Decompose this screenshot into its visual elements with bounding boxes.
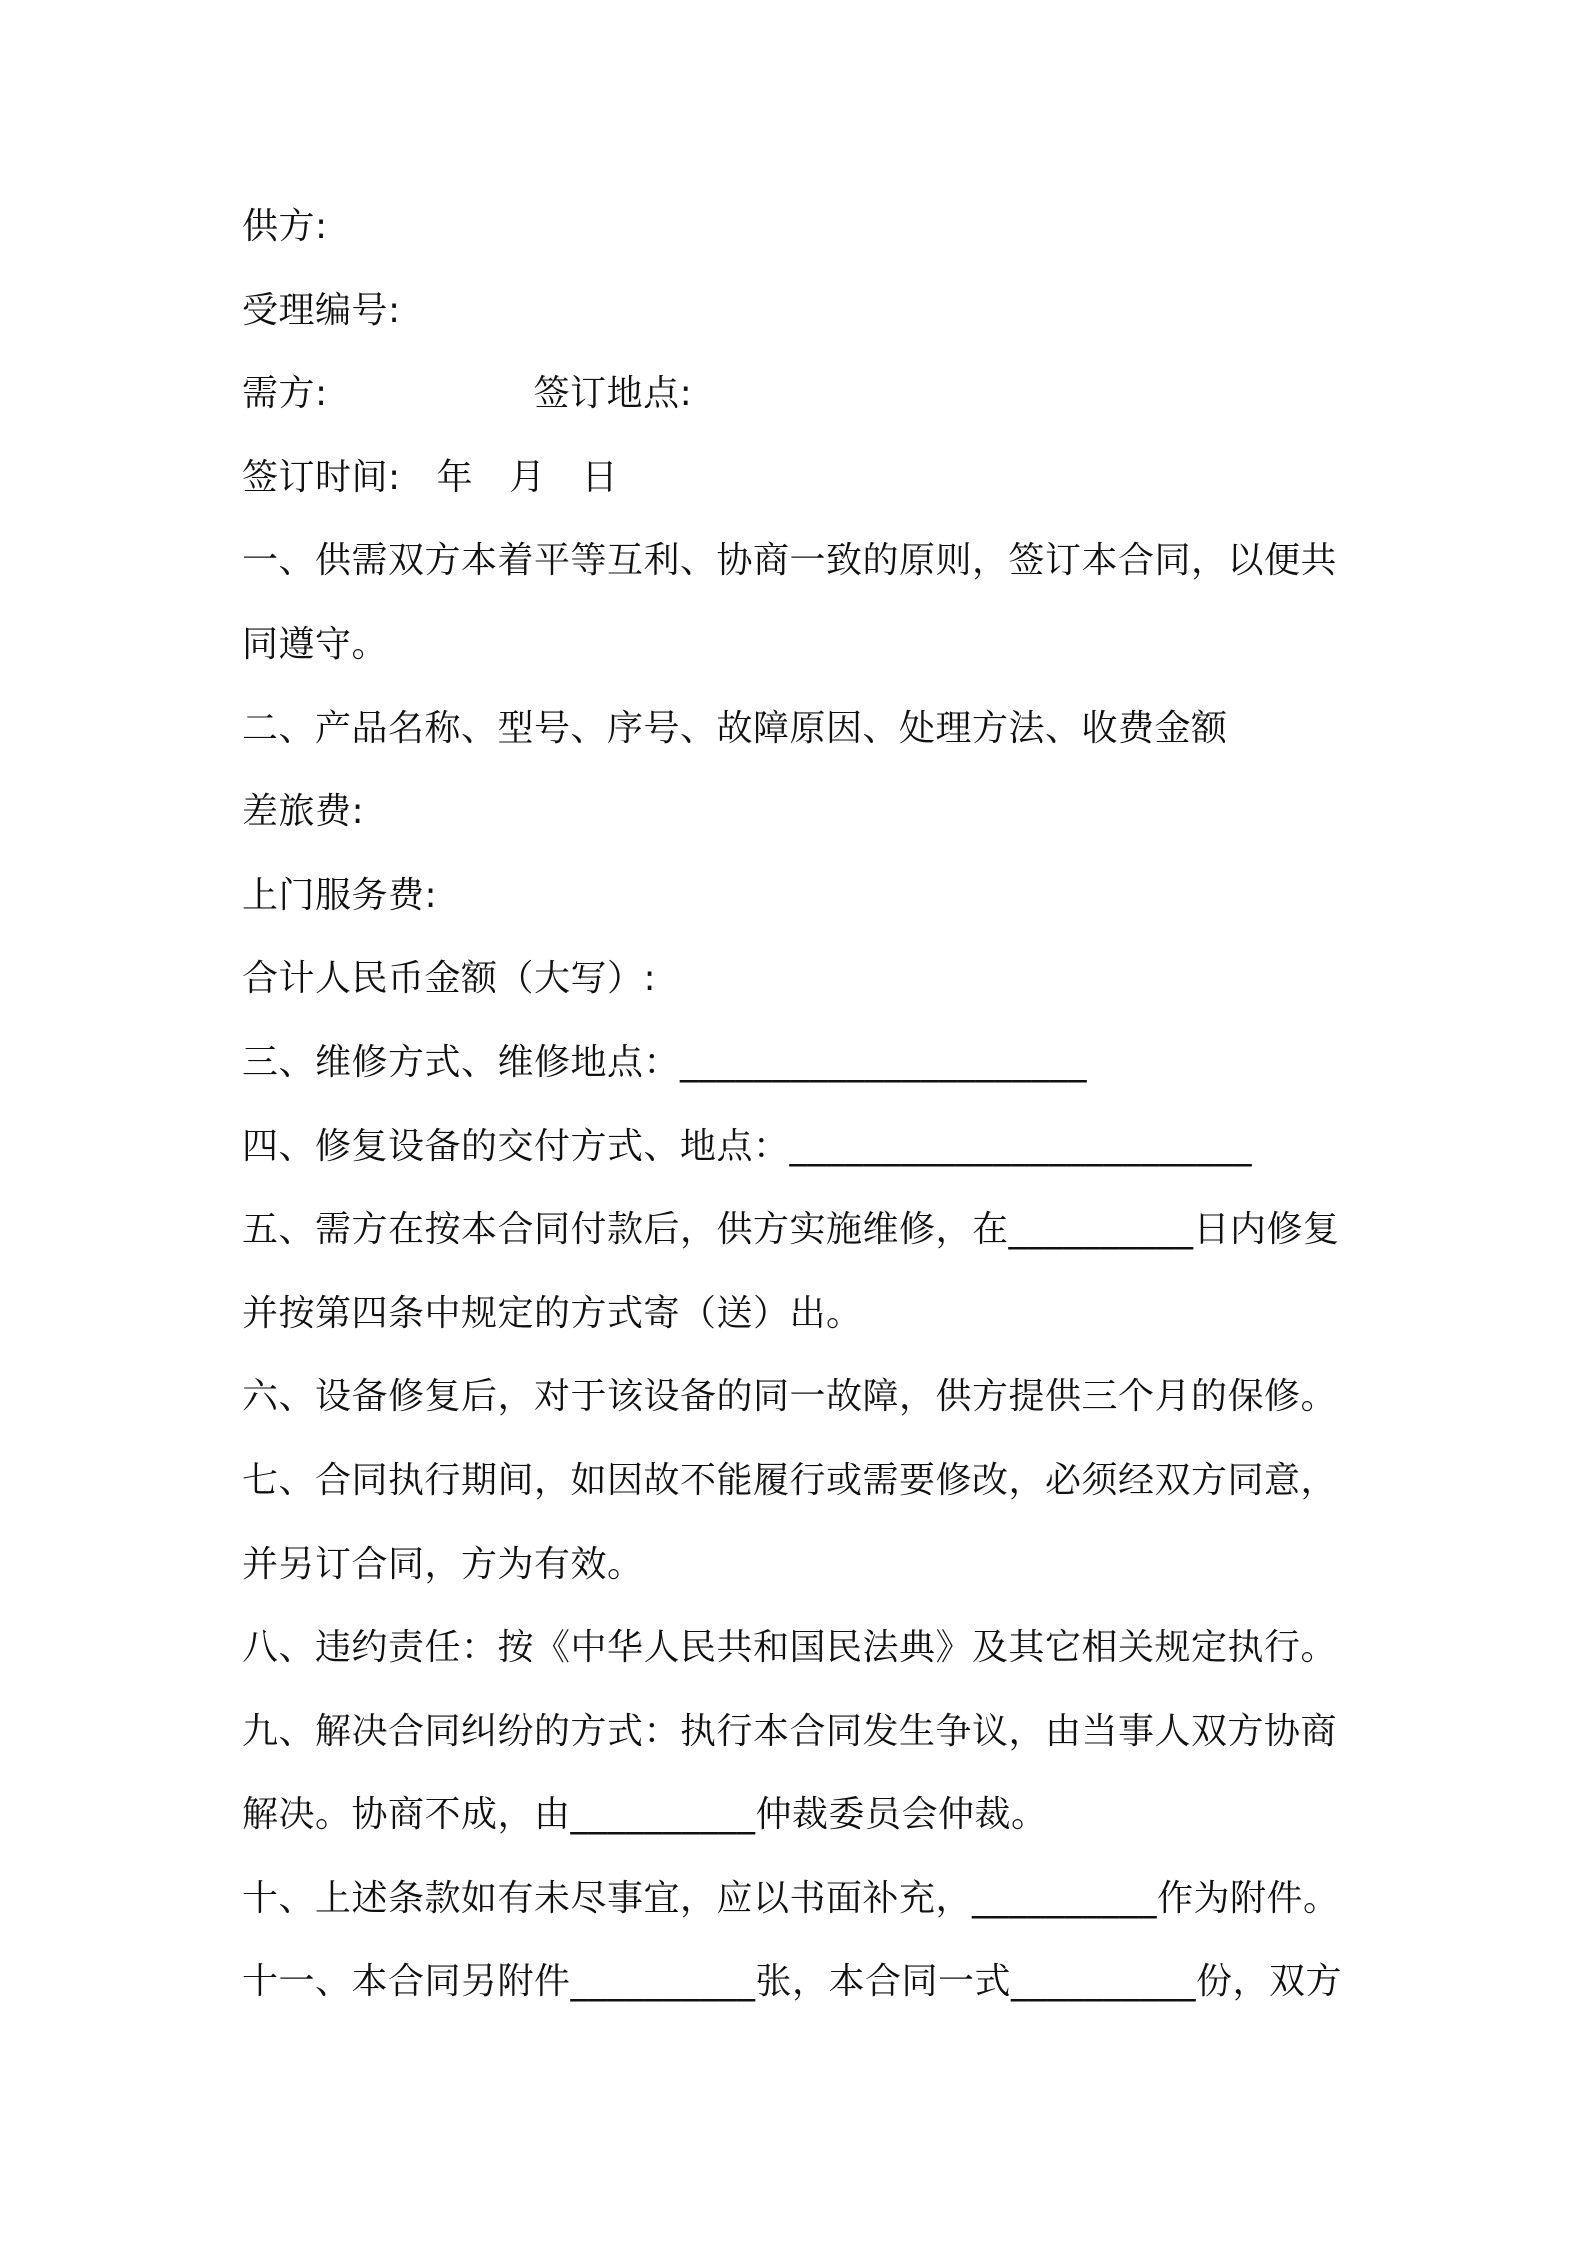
supplier-label: 供方: [242,206,328,247]
month-label: 月 [509,456,546,498]
clause-1-line-2: 同遵守。 [242,623,389,665]
year-label: 年 [436,456,474,498]
sign-time-label: 签订时间: [242,456,401,498]
travel-fee-line: 差旅费: [242,791,365,833]
supplier-line [242,198,1362,282]
clause-1-line-1: 一、供需双方本着平等互利、协商一致的原则，签订本合同，以便共 [242,540,1338,582]
sign-place-label: 签订地点: [533,373,693,415]
clause-8: 八、违约责任：按《中华人民共和国民法典》及其它相关规定执行。 [242,1627,1338,1669]
clause-6: 六、设备修复后，对于该设备的同一故障，供方提供三个月的保修。 [242,1376,1338,1418]
buyer-line [242,365,1362,449]
clause-9-line-1: 九、解决合同纠纷的方式：执行本合同发生争议，由当事人双方协商 [242,1710,1338,1752]
clause-11: 十一、本合同另附件__________张，本合同一式__________份，双方 [242,1961,1343,2003]
onsite-fee-line: 上门服务费: [242,874,438,916]
sign-time-line [242,449,1362,533]
clause-7-line-2: 并另订合同，方为有效。 [242,1543,644,1585]
contract-body [242,198,1362,2037]
clause-2: 二、产品名称、型号、序号、故障原因、处理方法、收费金额 [242,707,1228,749]
clause-3: 三、维修方式、维修地点：______________________ [242,1041,1088,1083]
clause-9-line-2: 解决。协商不成，由__________仲裁委员会仲裁。 [242,1794,1048,1836]
clause-10: 十、上述条款如有未尽事宜，应以书面补充，__________作为附件。 [242,1877,1340,1919]
clause-4: 四、修复设备的交付方式、地点：_________________________ [242,1125,1253,1167]
acceptance-number-line [242,282,1362,366]
day-label: 日 [581,456,619,498]
clause-5-line-1: 五、需方在按本合同付款后，供方实施维修，在__________日内修复 [242,1209,1340,1251]
clause-7-line-1: 七、合同执行期间，如因故不能履行或需要修改，必须经双方同意， [242,1459,1338,1501]
total-rmb-line: 合计人民币金额（大写）: [242,958,657,1000]
acceptance-number-label: 受理编号: [242,289,401,331]
clause-5-line-2: 并按第四条中规定的方式寄（送）出。 [242,1292,863,1334]
buyer-label: 需方: [242,373,328,415]
